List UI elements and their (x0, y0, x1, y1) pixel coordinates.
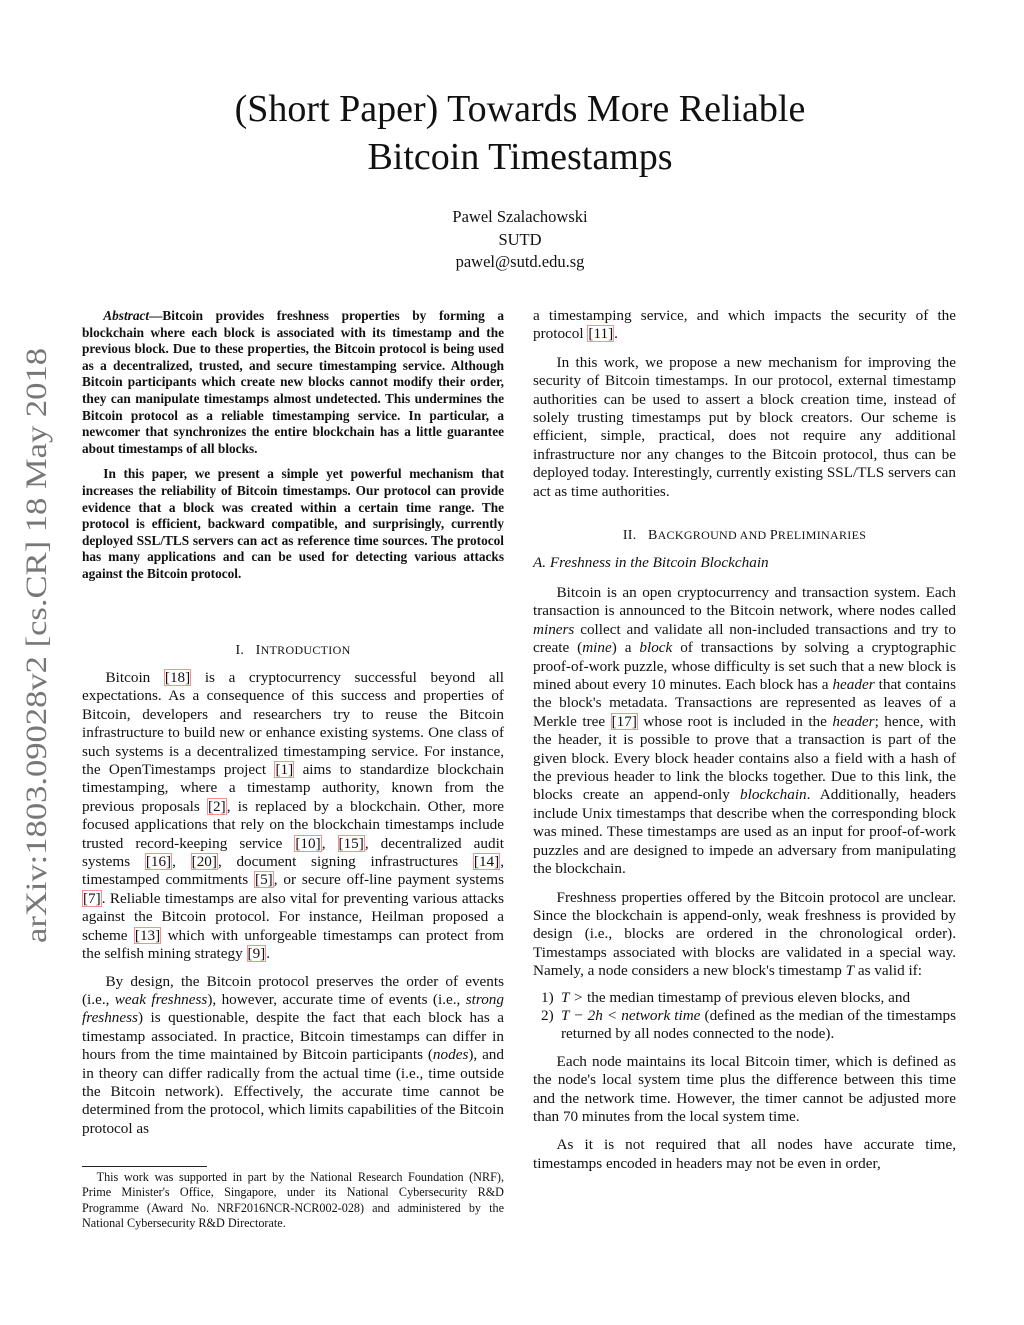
subsection-heading-freshness: A. Freshness in the Bitcoin Blockchain (533, 554, 769, 571)
background-body (533, 584, 956, 1173)
intro-paragraph-this-work: In this work, we propose a new mechanism for improving the security of Bitcoin timestamps. In our protocol, external timestamp authorities can be used to assert a block creation time, instead of solely trusting timestamps put by block creators. Our scheme is efficient, simple, practical, does not require any additional infrastructure nor any changes to the Bitcoin protocol, thus can be deployed today. Interestingly, currently existing SSL/TLS servers can act as time authorities. (533, 353, 956, 500)
list-item: 2) T − 2h < network time (defined as the median of the timestamps returned by all nodes connected to the node). (541, 1006, 957, 1043)
citation-link[interactable]: [18] (164, 669, 191, 686)
citation-link[interactable]: [14] (473, 853, 500, 871)
citation-link[interactable]: [5] (255, 871, 273, 889)
title-line-1: (Short Paper) Towards More Reliable (234, 88, 806, 130)
background-paragraph-timer: Each node maintains its local Bitcoin timer, which is defined as the node's local system time plus the difference between this time and the network time. However, the timer cannot be adjusted more than 70 minutes from the local system time. (533, 1052, 956, 1125)
section-heading-background: II. BACKGROUND AND PRELIMINARIES (622, 528, 867, 543)
author-email: pawel@sutd.edu.sg (455, 252, 585, 271)
citation-link[interactable]: [11] (588, 325, 614, 343)
author-name: Pawel Szalachowski (452, 207, 588, 226)
abstract (82, 308, 504, 583)
citation-link[interactable]: [1] (275, 761, 294, 779)
timestamp-validity-rules (533, 989, 956, 1044)
author-affiliation: SUTD (498, 230, 542, 249)
title-line-2: Bitcoin Timestamps (367, 136, 673, 178)
citation-link[interactable]: [17] (611, 712, 637, 730)
right-column-body (533, 307, 956, 501)
abstract-heading: Abstract (103, 308, 150, 323)
intro-paragraph-1: Bitcoin [18] is a cryptocurrency successful beyond all expectations. As a consequence of this success and properties of Bitcoin, developers and researchers try to reuse the Bitcoin infrastructure to build new or enhance existing systems. One class of such systems is a decentralized timestamping service. For instance, the OpenTimestamps project [1] aims to standardize blockchain timestamping, where a timestamp authority, known from the previous proposals [2], is replaced by a blockchain. Other, more focused applications that rely on the blockchain timestamps include trusted record-keeping service [10], [15], decentralized audit systems [16], [20], document signing infrastructures [14], timestamped commitments [5], or secure off-line payment systems [7]. Reliable timestamps are also vital for preventing various attacks against the Bitcoin protocol. For instance, Heilman proposed a scheme [13] which with unforgeable timestamps can protect from the selfish mining strategy [9]. (82, 669, 505, 963)
arxiv-identifier (4, 345, 64, 945)
citation-link[interactable]: [10] (295, 834, 321, 852)
list-item: 1) T > the median timestamp of previous eleven blocks, and (541, 988, 911, 1006)
citation-link[interactable]: [2] (207, 797, 226, 815)
intro-body (82, 669, 504, 1138)
citation-link[interactable]: [15] (338, 834, 364, 852)
citation-link[interactable]: [7] (83, 889, 101, 907)
abstract-paragraph-1: Abstract—Bitcoin provides freshness properties by forming a blockchain where each block is associated with its timestamp and the previous block. Due to these properties, the Bitcoin protocol is being used as a decentralized, trusted, and secure timestamping service. Although Bitcoin participants which create new blocks cannot modify their order, they can manipulate timestamps almost undetected. This undermines the Bitcoin protocol as a reliable timestamping service. In particular, a newcomer that synchronizes the entire blockchain has a little guarantee about timestamps of all blocks. (82, 308, 504, 456)
background-paragraph-freshness: Freshness properties offered by the Bitcoin protocol are unclear. Since the blockchain is append-only, weak freshness is provided by design (i.e., blocks are ordered in the chronological order). Timestamps associated with blocks are validated in a special way. Namely, a node considers a new block's timestamp T as valid if: (533, 888, 956, 980)
citation-link[interactable]: [13] (134, 926, 161, 944)
intro-continued-paragraph: a timestamping service, and which impacts the security of the protocol [11]. (533, 307, 956, 343)
footnote: This work was supported in part by the National Research Foundation (NRF), Prime Minister's Office, Singapore, under its National Cybersecurity R&D Programme (Award No. NRF2016NCR-NCR002-028) and administered by the National Cybersecurity R&D Directorate. (82, 1170, 504, 1230)
intro-paragraph-2: By design, the Bitcoin protocol preserves the order of events (i.e., weak freshness), however, accurate time of events (i.e., strong freshness) is questionable, despite the fact that each block has a timestamp associated. In practice, Bitcoin timestamps can differ in hours from the time maintained by Bitcoin participants (nodes), and in theory can differ radically from the actual time (i.e., time outside the Bitcoin network). Effectively, the accurate time cannot be determined from the protocol, which limits capabilities of the Bitcoin protocol as (82, 972, 504, 1137)
footnote-rule (82, 1166, 207, 1167)
abstract-paragraph-2: In this paper, we present a simple yet powerful mechanism that increases the reliability of Bitcoin timestamps. Our protocol can provide evidence that a block was created within a certain time range. The protocol is efficient, backward compatible, and surprisingly, currently deployed SSL/TLS servers can act as reference time sources. The protocol has many applications and can be used for detecting various attacks against the Bitcoin protocol. (82, 466, 504, 581)
background-paragraph-order: As it is not required that all nodes have accurate time, timestamps encoded in headers may not be even in order, (533, 1136, 956, 1172)
paper-title (140, 85, 900, 181)
citation-link[interactable]: [16] (145, 853, 172, 871)
citation-link[interactable]: [20] (191, 853, 217, 871)
citation-link[interactable]: [9] (247, 945, 266, 963)
section-heading-introduction: I. INTRODUCTION (235, 643, 351, 658)
background-paragraph-bitcoin: Bitcoin is an open cryptocurrency and transaction system. Each transaction is announced to the Bitcoin network, where nodes called miners collect and validate all non-included transactions and try to create (mine) a block of transactions by solving a cryptographic proof-of-work puzzle, whose difficulty is set such that a new block is mined about every 10 minutes. Each block has a header that contains the block's metadata. Transactions are represented as leaves of a Merkle tree [17] whose root is included in the header; hence, with the header, it is possible to prove that a transaction is part of the given block. Every block header contains also a field with a hash of the previous header to link the blocks together. Due to this link, the blocks create an append-only blockchain. Additionally, headers include Unix timestamps that describe when the corresponding block was mined. These timestamps are used as an input for proof-of-work puzzles and are designed to impede an adversary from manipulating the blockchain. (533, 584, 956, 878)
arxiv-id-text: arXiv:1803.09028v2 [cs.CR] 18 May 2018 (20, 426, 53, 943)
